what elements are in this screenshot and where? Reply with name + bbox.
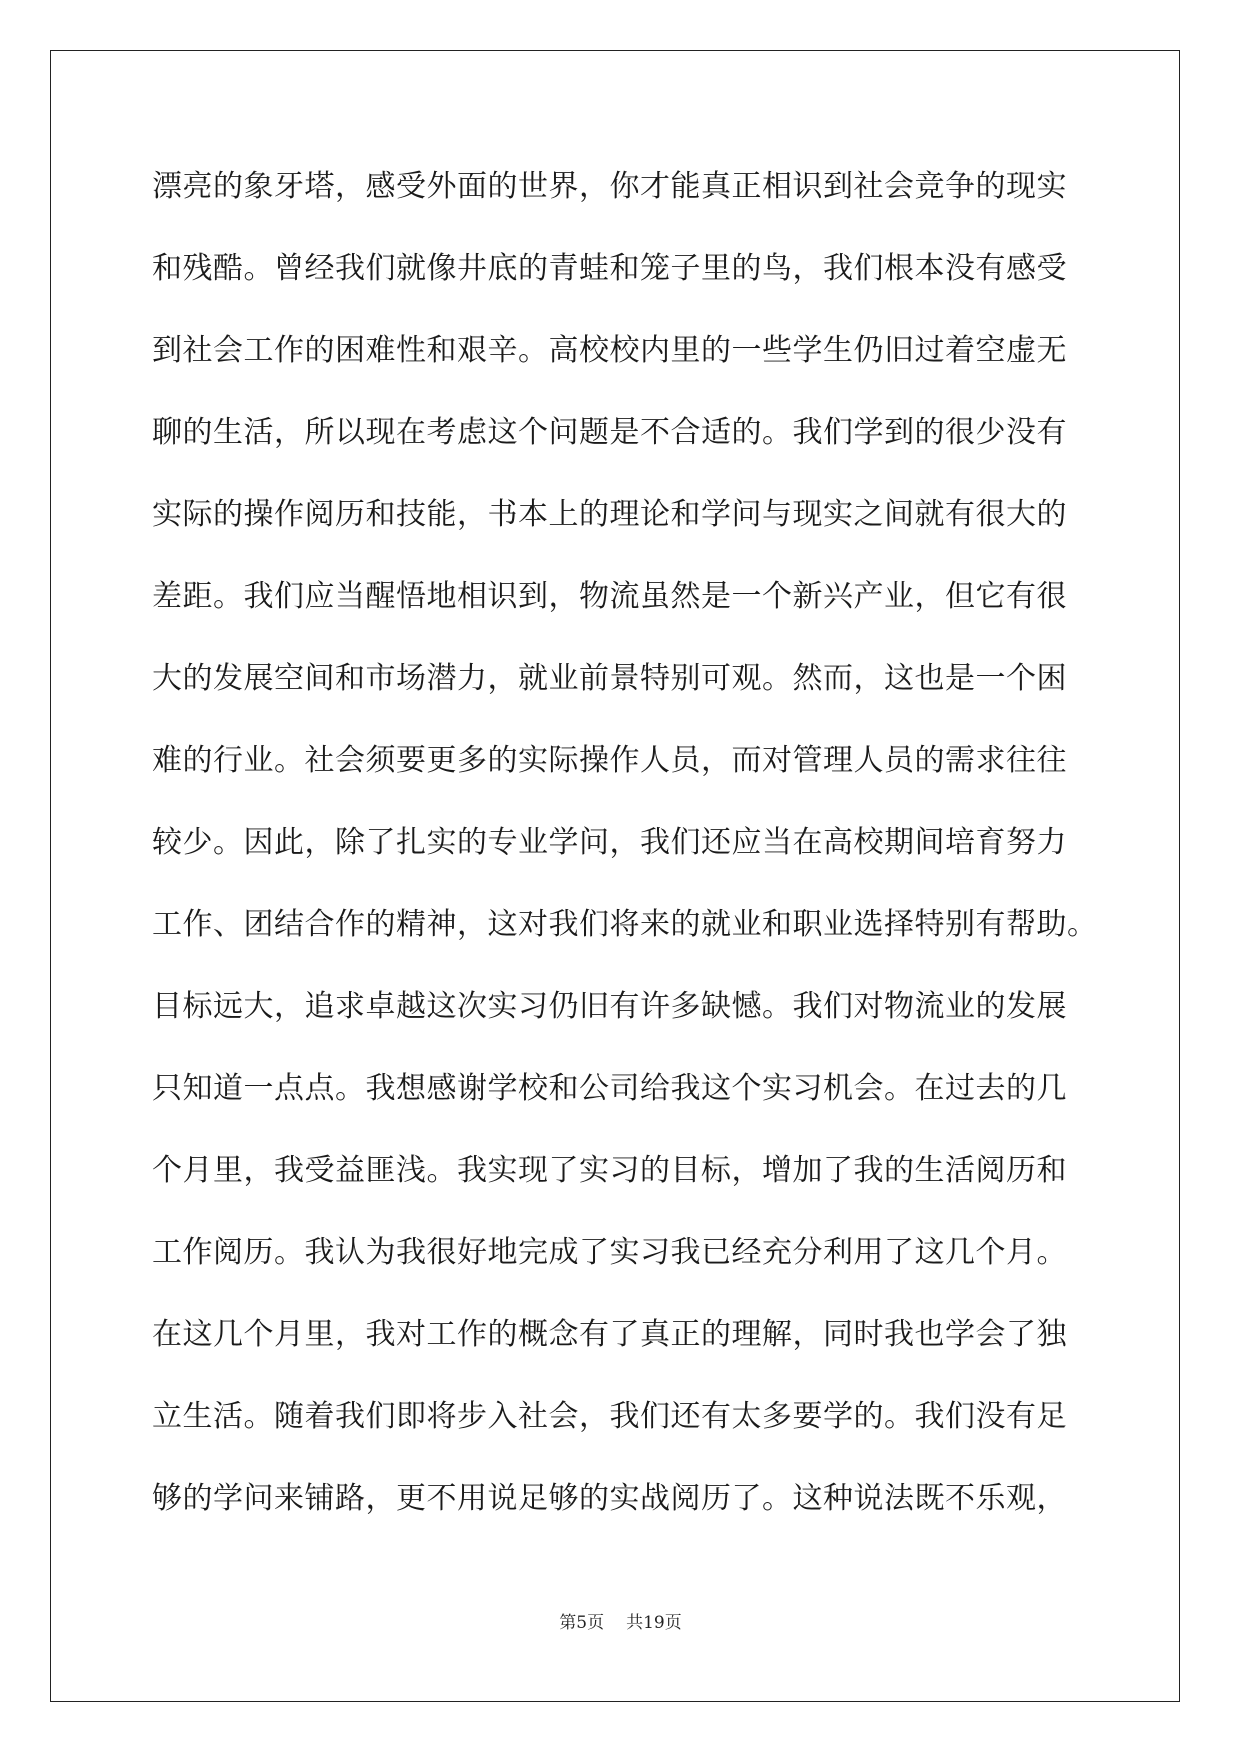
text-line: 差距。我们应当醒悟地相识到，物流虽然是一个新兴产业，但它有很 bbox=[152, 579, 1067, 614]
text-line: 和残酷。曾经我们就像井底的青蛙和笼子里的鸟，我们根本没有感受 bbox=[152, 251, 1067, 286]
body-text bbox=[152, 160, 1112, 1554]
text-line: 立生活。随着我们即将步入社会，我们还有太多要学的。我们没有足 bbox=[152, 1399, 1067, 1434]
text-line: 聊的生活，所以现在考虑这个问题是不合适的。我们学到的很少没有 bbox=[152, 415, 1067, 450]
text-line: 目标远大，追求卓越这次实习仍旧有许多缺憾。我们对物流业的发展 bbox=[152, 989, 1067, 1024]
page-footer bbox=[0, 1608, 1241, 1633]
text-line: 够的学问来铺路，更不用说足够的实战阅历了。这种说法既不乐观， bbox=[152, 1481, 1067, 1516]
text-line: 工作阅历。我认为我很好地完成了实习我已经充分利用了这几个月。 bbox=[152, 1235, 1067, 1270]
text-line: 较少。因此，除了扎实的专业学问，我们还应当在高校期间培育努力 bbox=[152, 825, 1067, 860]
text-line: 漂亮的象牙塔，感受外面的世界，你才能真正相识到社会竞争的现实 bbox=[152, 169, 1067, 204]
text-line: 在这几个月里，我对工作的概念有了真正的理解，同时我也学会了独 bbox=[152, 1317, 1067, 1352]
text-line: 实际的操作阅历和技能，书本上的理论和学问与现实之间就有很大的 bbox=[152, 497, 1067, 532]
text-line: 个月里，我受益匪浅。我实现了实习的目标，增加了我的生活阅历和 bbox=[152, 1153, 1067, 1188]
text-line: 只知道一点点。我想感谢学校和公司给我这个实习机会。在过去的几 bbox=[152, 1071, 1067, 1106]
text-line: 大的发展空间和市场潜力，就业前景特别可观。然而，这也是一个困 bbox=[152, 661, 1067, 696]
text-line: 到社会工作的困难性和艰辛。高校校内里的一些学生仍旧过着空虚无 bbox=[152, 333, 1067, 368]
page-number: 第5页 bbox=[559, 1613, 605, 1633]
text-line: 难的行业。社会须要更多的实际操作人员，而对管理人员的需求往往 bbox=[152, 743, 1067, 778]
text-line: 工作、团结合作的精神，这对我们将来的就业和职业选择特别有帮助。 bbox=[152, 907, 1098, 942]
page-total: 共19页 bbox=[626, 1613, 682, 1633]
